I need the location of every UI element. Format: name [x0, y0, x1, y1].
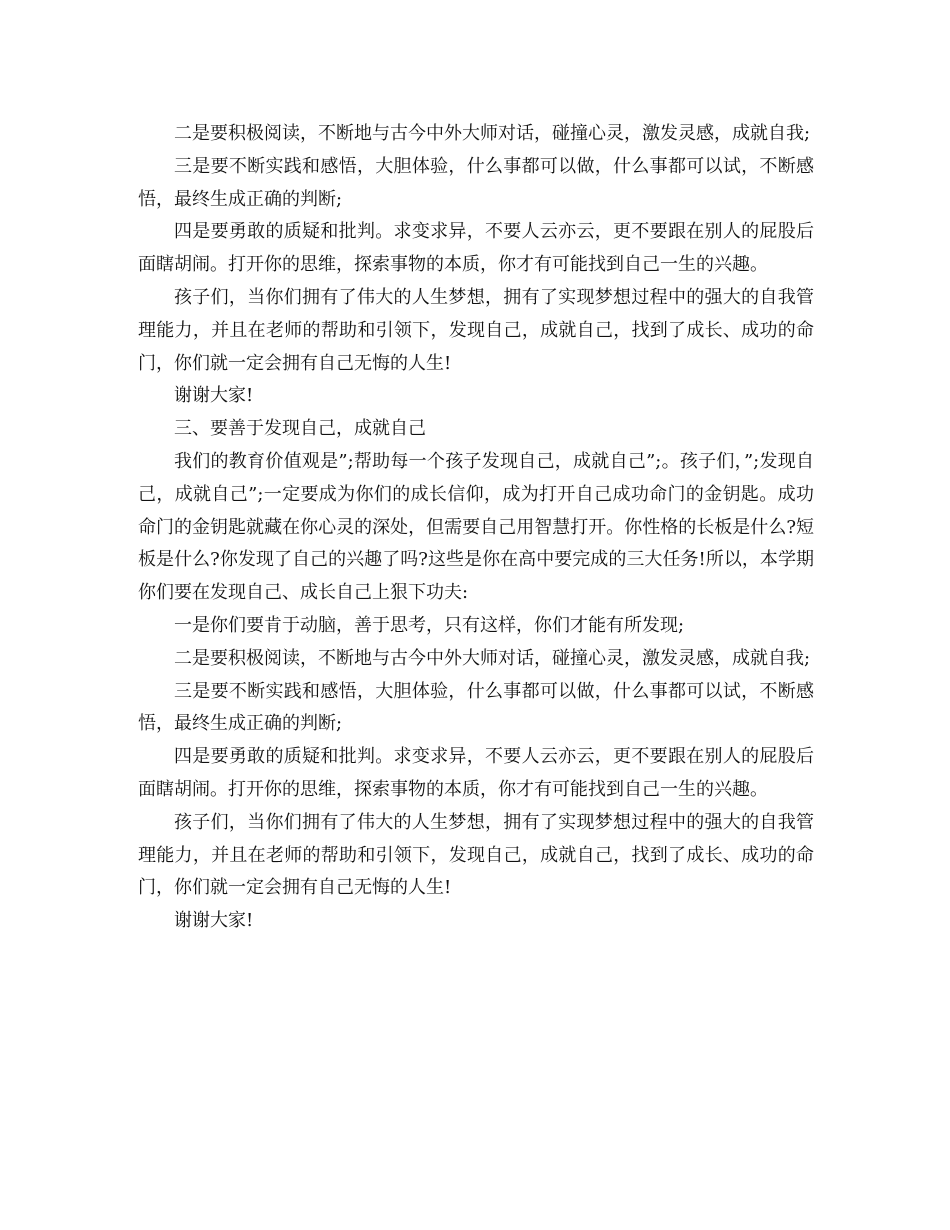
paragraph: 谢谢大家! — [174, 385, 254, 407]
paragraph: 孩子们，当你们拥有了伟大的人生梦想，拥有了实现梦想过程中的强大的自我管理能力，并且在老师的帮助和引领下，发现自己，成就自己，找到了成长、成功的命门，你们就一定会拥有自己无悔的人生! — [138, 811, 814, 899]
paragraph: 二是要积极阅读，不断地与古今中外大师对话，碰撞心灵，激发灵感，成就自我; — [174, 647, 811, 669]
paragraph: 一是你们要肯于动脑，善于思考，只有这样，你们才能有所发现; — [174, 614, 685, 636]
paragraph: 四是要勇敢的质疑和批判。求变求异，不要人云亦云，更不要跟在别人的屁股后面瞎胡闹。打开你的思维，探索事物的本质，你才有可能找到自己一生的兴趣。 — [138, 221, 814, 276]
paragraph: 三是要不断实践和感悟，大胆体验，什么事都可以做，什么事都可以试，不断感悟，最终生成正确的判断; — [138, 680, 814, 735]
paragraph: 谢谢大家! — [174, 910, 254, 932]
document-page — [138, 118, 814, 938]
paragraph: 四是要勇敢的质疑和批判。求变求异，不要人云亦云，更不要跟在别人的屁股后面瞎胡闹。打开你的思维，探索事物的本质，你才有可能找到自己一生的兴趣。 — [138, 746, 814, 800]
paragraph: 二是要积极阅读，不断地与古今中外大师对话，碰撞心灵，激发灵感，成就自我; — [174, 123, 811, 144]
paragraph: 孩子们，当你们拥有了伟大的人生梦想，拥有了实现梦想过程中的强大的自我管理能力，并且在老师的帮助和引领下，发现自己，成就自己，找到了成长、成功的命门，你们就一定会拥有自己无悔的人生! — [138, 286, 814, 374]
paragraph: 三是要不断实践和感悟，大胆体验，什么事都可以做，什么事都可以试，不断感悟，最终生成正确的判断; — [138, 155, 814, 210]
section-heading: 三、要善于发现自己，成就自己 — [174, 418, 426, 440]
paragraph: 我们的教育价值观是”;帮助每一个孩子发现自己，成就自己”;。孩子们，”;发现自己，成就自己”;一定要成为你们的成长信仰，成为打开自己成功命门的金钥匙。成功命门的金钥匙就藏在你心灵的深处，但需要自己用智慧打开。你性格的长板是什么?短板是什么?你发现了自己的兴趣了吗?这些是你在高中要完成的三大任务!所以，本学期你们要在发现自己、成长自己上狠下功夫: — [138, 450, 814, 604]
